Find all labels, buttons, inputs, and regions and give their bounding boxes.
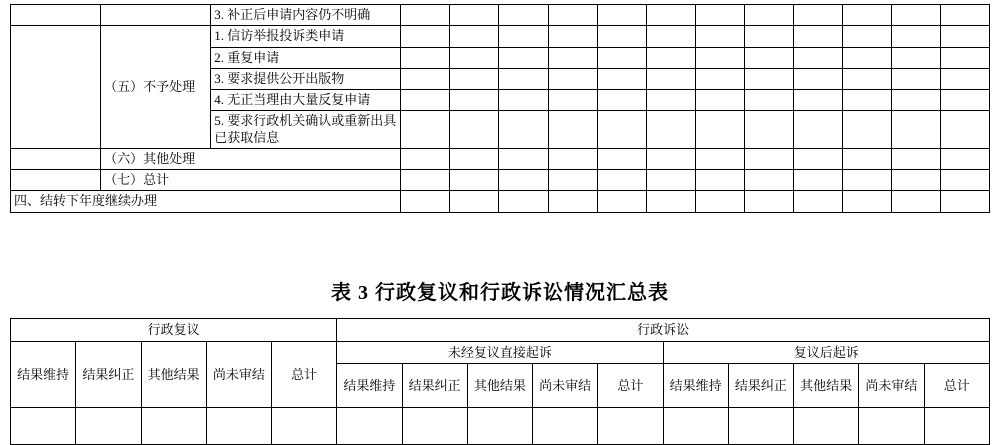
row-label-subtotal: （七）总计 <box>101 170 401 191</box>
data-cell[interactable] <box>924 408 989 445</box>
data-cell[interactable] <box>940 170 989 191</box>
data-cell[interactable] <box>842 90 891 111</box>
row-label-level3: 3. 补正后申请内容仍不明确 <box>211 5 401 26</box>
data-cell[interactable] <box>499 47 548 68</box>
data-cell[interactable] <box>793 26 842 47</box>
data-cell[interactable] <box>940 47 989 68</box>
data-cell[interactable] <box>598 408 663 445</box>
data-cell[interactable] <box>76 408 141 445</box>
data-cell[interactable] <box>401 5 450 26</box>
table-row <box>11 170 990 191</box>
header-after-review-suit: 复议后起诉 <box>663 341 989 364</box>
data-cell[interactable] <box>206 408 271 445</box>
data-cell[interactable] <box>272 408 337 445</box>
data-cell[interactable] <box>891 26 940 47</box>
table-row <box>11 191 990 212</box>
table-header-row-top <box>11 319 990 342</box>
header-after-total: 总计 <box>924 364 989 408</box>
data-cell[interactable] <box>842 47 891 68</box>
data-cell[interactable] <box>450 191 499 212</box>
table-header-row-mid <box>11 341 990 364</box>
row-label-level1 <box>11 26 101 149</box>
data-cell[interactable] <box>597 148 646 169</box>
data-cell[interactable] <box>793 68 842 89</box>
data-cell[interactable] <box>744 148 793 169</box>
data-cell[interactable] <box>597 5 646 26</box>
row-label-level1 <box>11 170 101 191</box>
row-label-carry-forward: 四、结转下年度继续办理 <box>11 191 401 212</box>
data-cell[interactable] <box>744 111 793 149</box>
data-cell[interactable] <box>450 148 499 169</box>
data-cell[interactable] <box>891 5 940 26</box>
data-cell[interactable] <box>695 170 744 191</box>
data-cell[interactable] <box>401 170 450 191</box>
data-cell[interactable] <box>744 5 793 26</box>
data-cell[interactable] <box>450 90 499 111</box>
header-review-total: 总计 <box>272 341 337 408</box>
data-cell[interactable] <box>548 90 597 111</box>
data-cell[interactable] <box>11 408 76 445</box>
data-cell[interactable] <box>744 191 793 212</box>
row-label-level2 <box>101 5 211 26</box>
data-cell[interactable] <box>891 148 940 169</box>
data-cell[interactable] <box>450 68 499 89</box>
data-cell[interactable] <box>663 408 728 445</box>
data-cell[interactable] <box>842 148 891 169</box>
data-cell[interactable] <box>695 191 744 212</box>
data-cell[interactable] <box>548 5 597 26</box>
data-cell[interactable] <box>499 26 548 47</box>
row-label-level3: 5. 要求行政机关确认或重新出具已获取信息 <box>211 111 401 149</box>
data-cell[interactable] <box>597 90 646 111</box>
data-cell[interactable] <box>646 191 695 212</box>
header-review-result-other: 其他结果 <box>141 341 206 408</box>
data-cell[interactable] <box>467 408 532 445</box>
header-direct-total: 总计 <box>598 364 663 408</box>
header-after-pending: 尚未审结 <box>859 364 924 408</box>
table-row <box>11 408 990 445</box>
data-cell[interactable] <box>646 111 695 149</box>
data-cell[interactable] <box>695 26 744 47</box>
data-cell[interactable] <box>793 170 842 191</box>
data-cell[interactable] <box>940 90 989 111</box>
data-cell[interactable] <box>940 111 989 149</box>
data-cell[interactable] <box>695 111 744 149</box>
data-cell[interactable] <box>940 191 989 212</box>
data-cell[interactable] <box>597 47 646 68</box>
data-cell[interactable] <box>744 26 793 47</box>
data-cell[interactable] <box>695 90 744 111</box>
header-after-result-other: 其他结果 <box>794 364 859 408</box>
data-cell[interactable] <box>597 170 646 191</box>
data-cell[interactable] <box>891 111 940 149</box>
data-cell[interactable] <box>499 5 548 26</box>
administrative-review-litigation-table <box>10 318 990 445</box>
data-cell[interactable] <box>793 90 842 111</box>
data-cell[interactable] <box>744 68 793 89</box>
header-administrative-litigation: 行政诉讼 <box>337 319 990 342</box>
data-cell[interactable] <box>499 111 548 149</box>
header-direct-result-corrected: 结果纠正 <box>402 364 467 408</box>
data-cell[interactable] <box>499 170 548 191</box>
data-cell[interactable] <box>499 148 548 169</box>
row-label-level1 <box>11 5 101 26</box>
data-cell[interactable] <box>499 68 548 89</box>
table-row <box>11 26 990 47</box>
data-cell[interactable] <box>450 47 499 68</box>
data-cell[interactable] <box>597 191 646 212</box>
table-3-title: 表 3 行政复议和行政诉讼情况汇总表 <box>331 282 669 304</box>
header-direct-result-upheld: 结果维持 <box>337 364 402 408</box>
data-cell[interactable] <box>597 26 646 47</box>
data-cell[interactable] <box>646 148 695 169</box>
data-cell[interactable] <box>940 148 989 169</box>
data-cell[interactable] <box>695 47 744 68</box>
data-cell[interactable] <box>842 111 891 149</box>
data-cell[interactable] <box>646 90 695 111</box>
data-cell[interactable] <box>793 191 842 212</box>
data-cell[interactable] <box>401 191 450 212</box>
data-cell[interactable] <box>141 408 206 445</box>
data-cell[interactable] <box>401 111 450 149</box>
data-cell[interactable] <box>842 5 891 26</box>
data-cell[interactable] <box>842 170 891 191</box>
data-cell[interactable] <box>548 47 597 68</box>
data-cell[interactable] <box>940 26 989 47</box>
government-info-disclosure-table <box>10 4 990 213</box>
data-cell[interactable] <box>548 68 597 89</box>
data-cell[interactable] <box>794 408 859 445</box>
table-2-container <box>10 4 990 213</box>
data-cell[interactable] <box>401 148 450 169</box>
data-cell[interactable] <box>891 47 940 68</box>
data-cell[interactable] <box>548 170 597 191</box>
header-direct-suit: 未经复议直接起诉 <box>337 341 663 364</box>
data-cell[interactable] <box>401 26 450 47</box>
data-cell[interactable] <box>842 26 891 47</box>
data-cell[interactable] <box>891 170 940 191</box>
table-row <box>11 5 990 26</box>
data-cell[interactable] <box>744 170 793 191</box>
data-cell[interactable] <box>695 68 744 89</box>
data-cell[interactable] <box>859 408 924 445</box>
data-cell[interactable] <box>728 408 793 445</box>
data-cell[interactable] <box>940 68 989 89</box>
data-cell[interactable] <box>744 47 793 68</box>
data-cell[interactable] <box>450 26 499 47</box>
header-review-pending: 尚未审结 <box>206 341 271 408</box>
table-3-container <box>10 318 990 445</box>
data-cell[interactable] <box>891 90 940 111</box>
row-label-level1 <box>11 148 101 169</box>
header-administrative-review: 行政复议 <box>11 319 337 342</box>
data-cell[interactable] <box>548 148 597 169</box>
data-cell[interactable] <box>793 111 842 149</box>
header-after-result-upheld: 结果维持 <box>663 364 728 408</box>
header-direct-result-other: 其他结果 <box>467 364 532 408</box>
header-direct-pending: 尚未审结 <box>533 364 598 408</box>
row-label-level3: 3. 要求提供公开出版物 <box>211 68 401 89</box>
header-review-result-upheld: 结果维持 <box>11 341 76 408</box>
data-cell[interactable] <box>646 170 695 191</box>
data-cell[interactable] <box>646 47 695 68</box>
data-cell[interactable] <box>548 26 597 47</box>
data-cell[interactable] <box>450 5 499 26</box>
data-cell[interactable] <box>597 111 646 149</box>
data-cell[interactable] <box>548 191 597 212</box>
row-label-level3: 2. 重复申请 <box>211 47 401 68</box>
header-review-result-corrected: 结果纠正 <box>76 341 141 408</box>
data-cell[interactable] <box>793 5 842 26</box>
data-cell[interactable] <box>793 148 842 169</box>
data-cell[interactable] <box>842 191 891 212</box>
table-row <box>11 148 990 169</box>
data-cell[interactable] <box>695 148 744 169</box>
data-cell[interactable] <box>891 191 940 212</box>
row-label-level3: 4. 无正当理由大量反复申请 <box>211 90 401 111</box>
data-cell[interactable] <box>940 5 989 26</box>
data-cell[interactable] <box>646 68 695 89</box>
data-cell[interactable] <box>402 408 467 445</box>
data-cell[interactable] <box>646 5 695 26</box>
data-cell[interactable] <box>891 68 940 89</box>
data-cell[interactable] <box>695 5 744 26</box>
data-cell[interactable] <box>337 408 402 445</box>
data-cell[interactable] <box>499 191 548 212</box>
data-cell[interactable] <box>499 90 548 111</box>
row-label-other-handling: （六）其他处理 <box>101 148 401 169</box>
data-cell[interactable] <box>401 47 450 68</box>
data-cell[interactable] <box>597 68 646 89</box>
header-after-result-corrected: 结果纠正 <box>728 364 793 408</box>
row-label-level2-no-process: （五）不予处理 <box>101 26 211 149</box>
data-cell[interactable] <box>450 170 499 191</box>
data-cell[interactable] <box>548 111 597 149</box>
row-label-level3: 1. 信访举报投诉类申请 <box>211 26 401 47</box>
data-cell[interactable] <box>793 47 842 68</box>
data-cell[interactable] <box>401 90 450 111</box>
data-cell[interactable] <box>401 68 450 89</box>
data-cell[interactable] <box>646 26 695 47</box>
data-cell[interactable] <box>842 68 891 89</box>
data-cell[interactable] <box>450 111 499 149</box>
data-cell[interactable] <box>744 90 793 111</box>
data-cell[interactable] <box>533 408 598 445</box>
